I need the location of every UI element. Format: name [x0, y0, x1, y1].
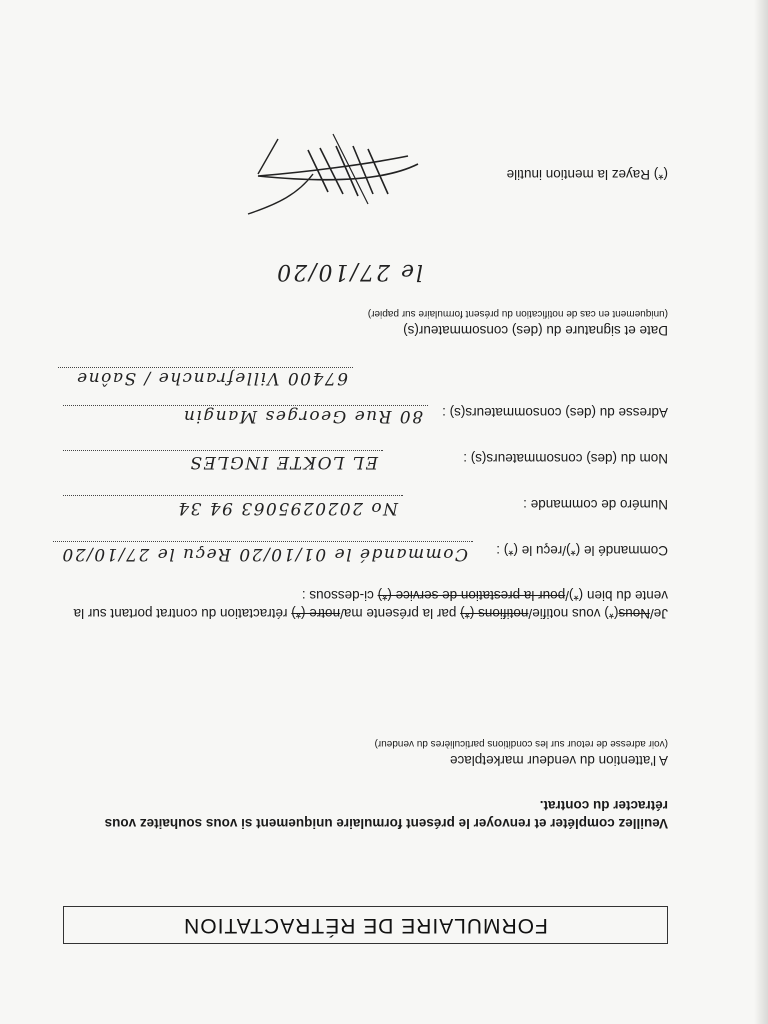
form-title [63, 906, 668, 944]
notify-part-7: rétractation du contrat portant sur la vente du bien (*)/ [73, 588, 668, 621]
notify-part-3: (*) vous notifie/ [528, 606, 619, 621]
signature-label: Date et signature du (des) consommateur(s) [403, 323, 668, 338]
notify-part-5: par la présente ma/ [340, 606, 461, 621]
address-label: Adresse du (des) consommateurs(s) : [442, 405, 668, 420]
notify-struck-prestation: pour la prestation de service (*) [377, 588, 566, 603]
address-line-2: 67400 Villefranche / Saône [75, 368, 348, 388]
order-number-label: Numéro de commande : [523, 497, 668, 512]
name-label: Nom du (des) consommateurs(s) : [463, 451, 668, 466]
signature-note: (uniquement en cas de notification du présent formulaire sur papier) [367, 308, 668, 319]
ordered-dotted-line [53, 541, 473, 542]
attention-note: (voir adresse de retour sur les conditions particulières du vendeur) [374, 738, 668, 749]
ordered-label: Commandé le (*)/reçu le (*) : [496, 543, 668, 558]
notify-part-9: ci-dessous : [301, 588, 378, 603]
ordered-value: Commandé le 01/10/20 Reçu le 27/10/20 [60, 544, 468, 564]
form-title-text: FORMULAIRE DE RÉTRACTATION [183, 914, 548, 937]
handwritten-signature [238, 124, 428, 234]
name-value: EL LOKTE INGLES [188, 452, 378, 472]
attention-line: A l'attention du vendeur marketplace [450, 753, 668, 768]
notify-struck-nous: Nous [618, 606, 650, 621]
address-dotted-line-2 [58, 367, 353, 368]
notify-part-1: Je/ [649, 606, 668, 621]
order-number-dotted-line [63, 495, 403, 496]
order-number-field [523, 497, 668, 512]
ordered-field [496, 543, 668, 558]
name-field [463, 451, 668, 466]
page-edge-shadow [754, 0, 768, 1024]
intro-text: Veuillez compléter et renvoyer le présent formulaire uniquement si vous souhaitez vous rétracter du contrat. [104, 798, 668, 831]
signature-date: le 27/10/20 [275, 259, 423, 284]
address-line-1: 80 Rue Georges Mangin [182, 406, 423, 426]
order-number-value: No 2020295063 94 34 [176, 498, 398, 518]
notify-struck-notre: notre (*) [291, 606, 341, 621]
name-dotted-line [63, 450, 383, 451]
notify-struck-notifions: notifions (*) [460, 606, 529, 621]
notification-paragraph [68, 586, 668, 622]
legend-note: (*) Rayez la mention inutile [506, 167, 668, 182]
address-dotted-line-1 [63, 405, 428, 406]
address-field [442, 405, 668, 420]
